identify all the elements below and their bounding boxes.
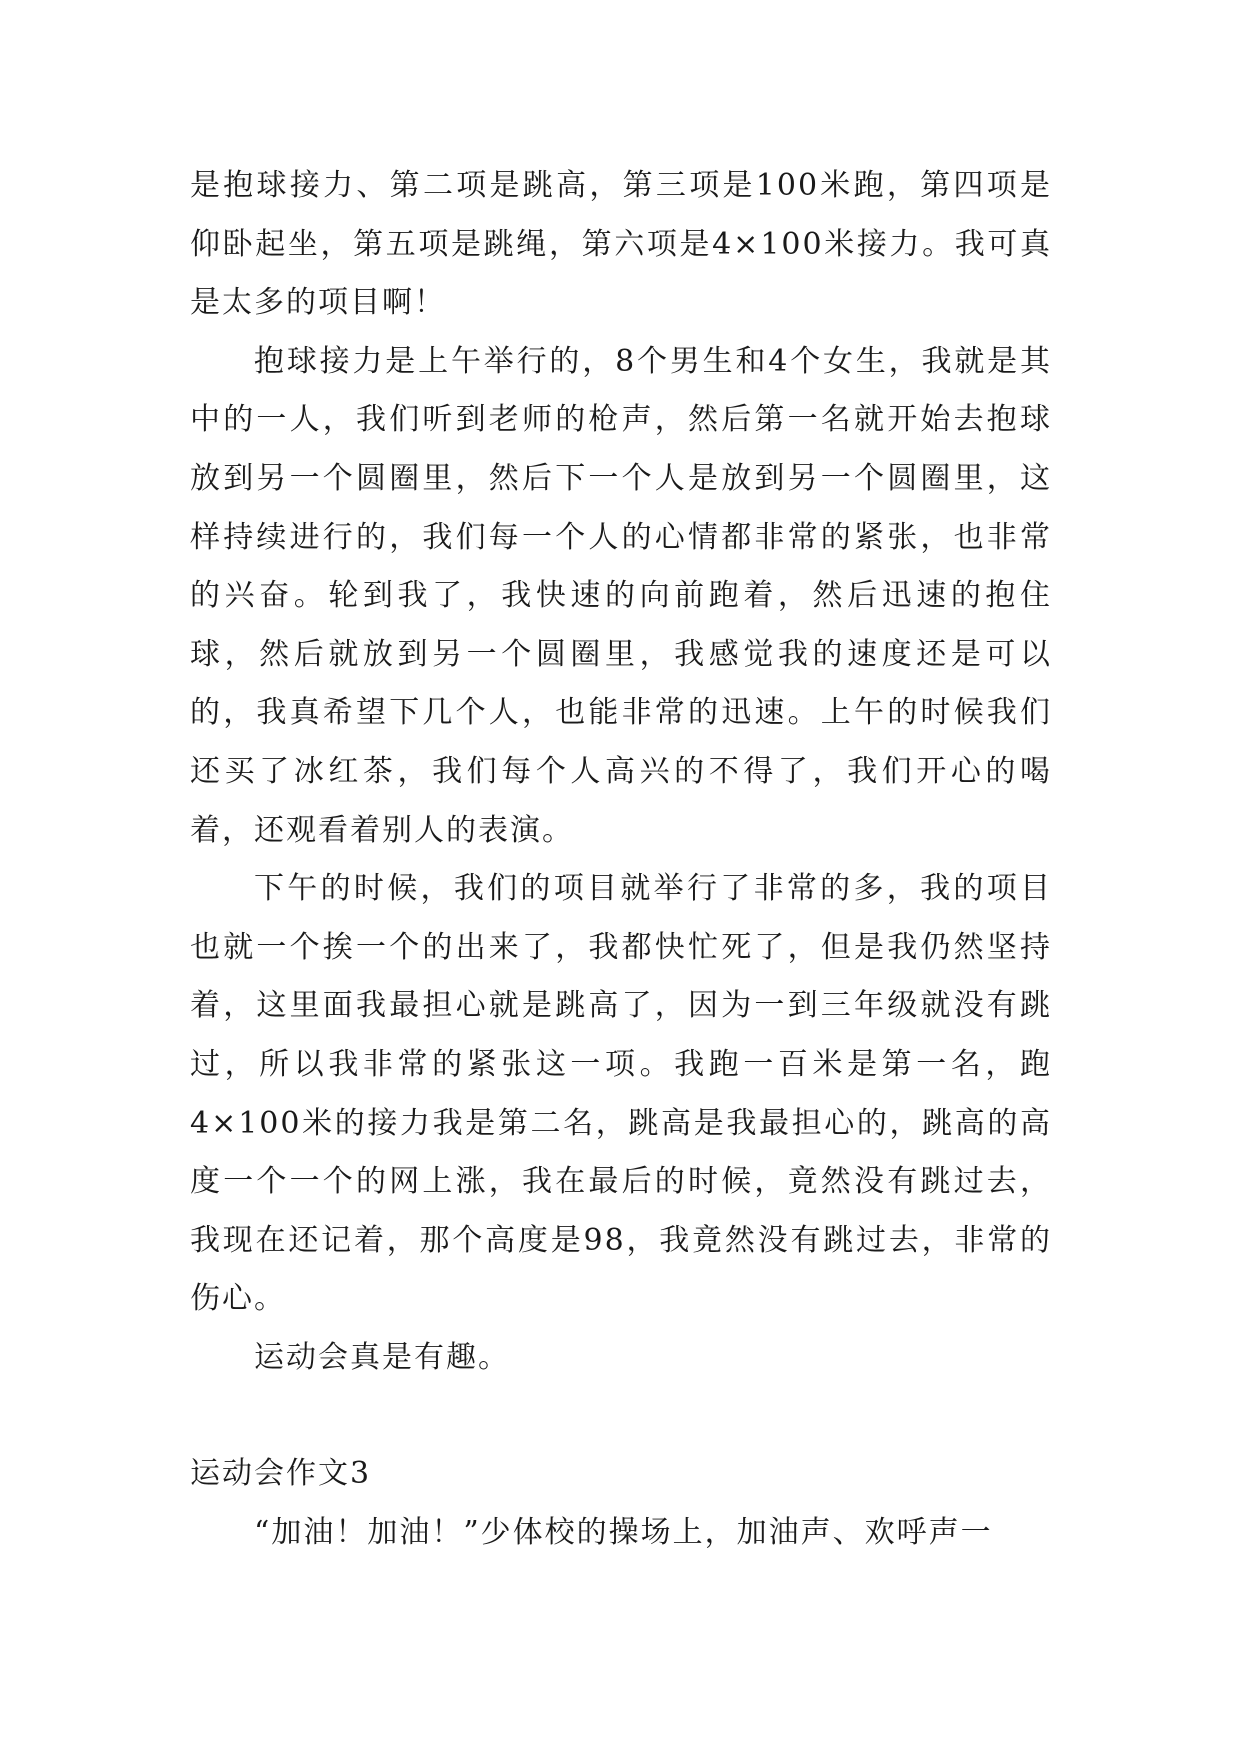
paragraph: 下午的时候，我们的项目就举行了非常的多，我的项目也就一个挨一个的出来了，我都快忙死了，但是我仍然坚持着，这里面我最担心就是跳高了，因为一到三年级就没有跳过，所以我非常的紧张这一项。我跑一百米是第一名，跑4×100米的接力我是第二名，跳高是我最担心的，跳高的高度一个一个的网上涨，我在最后的时候，竟然没有跳过去，我现在还记着，那个高度是98，我竟然没有跳过去，非常的伤心。 (190, 871, 1052, 1317)
paragraph-continued: 是抱球接力、第二项是跳高，第三项是100米跑，第四项是仰卧起坐，第五项是跳绳，第六项是4×100米接力。我可真是太多的项目啊！ (190, 168, 1052, 321)
paragraph: 抱球接力是上午举行的，8个男生和4个女生，我就是其中的一人，我们听到老师的枪声，然后第一名就开始去抱球放到另一个圆圈里，然后下一个人是放到另一个圆圈里，这样持续进行的，我们每一个人的心情都非常的紧张，也非常的兴奋。轮到我了，我快速的向前跑着，然后迅速的抱住球，然后就放到另一个圆圈里，我感觉我的速度还是可以的，我真希望下几个人，也能非常的迅速。上午的时候我们还买了冰红茶，我们每个人高兴的不得了，我们开心的喝着，还观看着别人的表演。 (190, 343, 1052, 848)
section-title: 运动会作文3 (190, 1456, 372, 1492)
spacer (190, 1387, 1052, 1445)
paragraph: 运动会真是有趣。 (254, 1339, 510, 1375)
paragraph: “加油！加油！”少体校的操场上，加油声、欢呼声一 (254, 1515, 993, 1551)
essay-body (190, 157, 1052, 1563)
